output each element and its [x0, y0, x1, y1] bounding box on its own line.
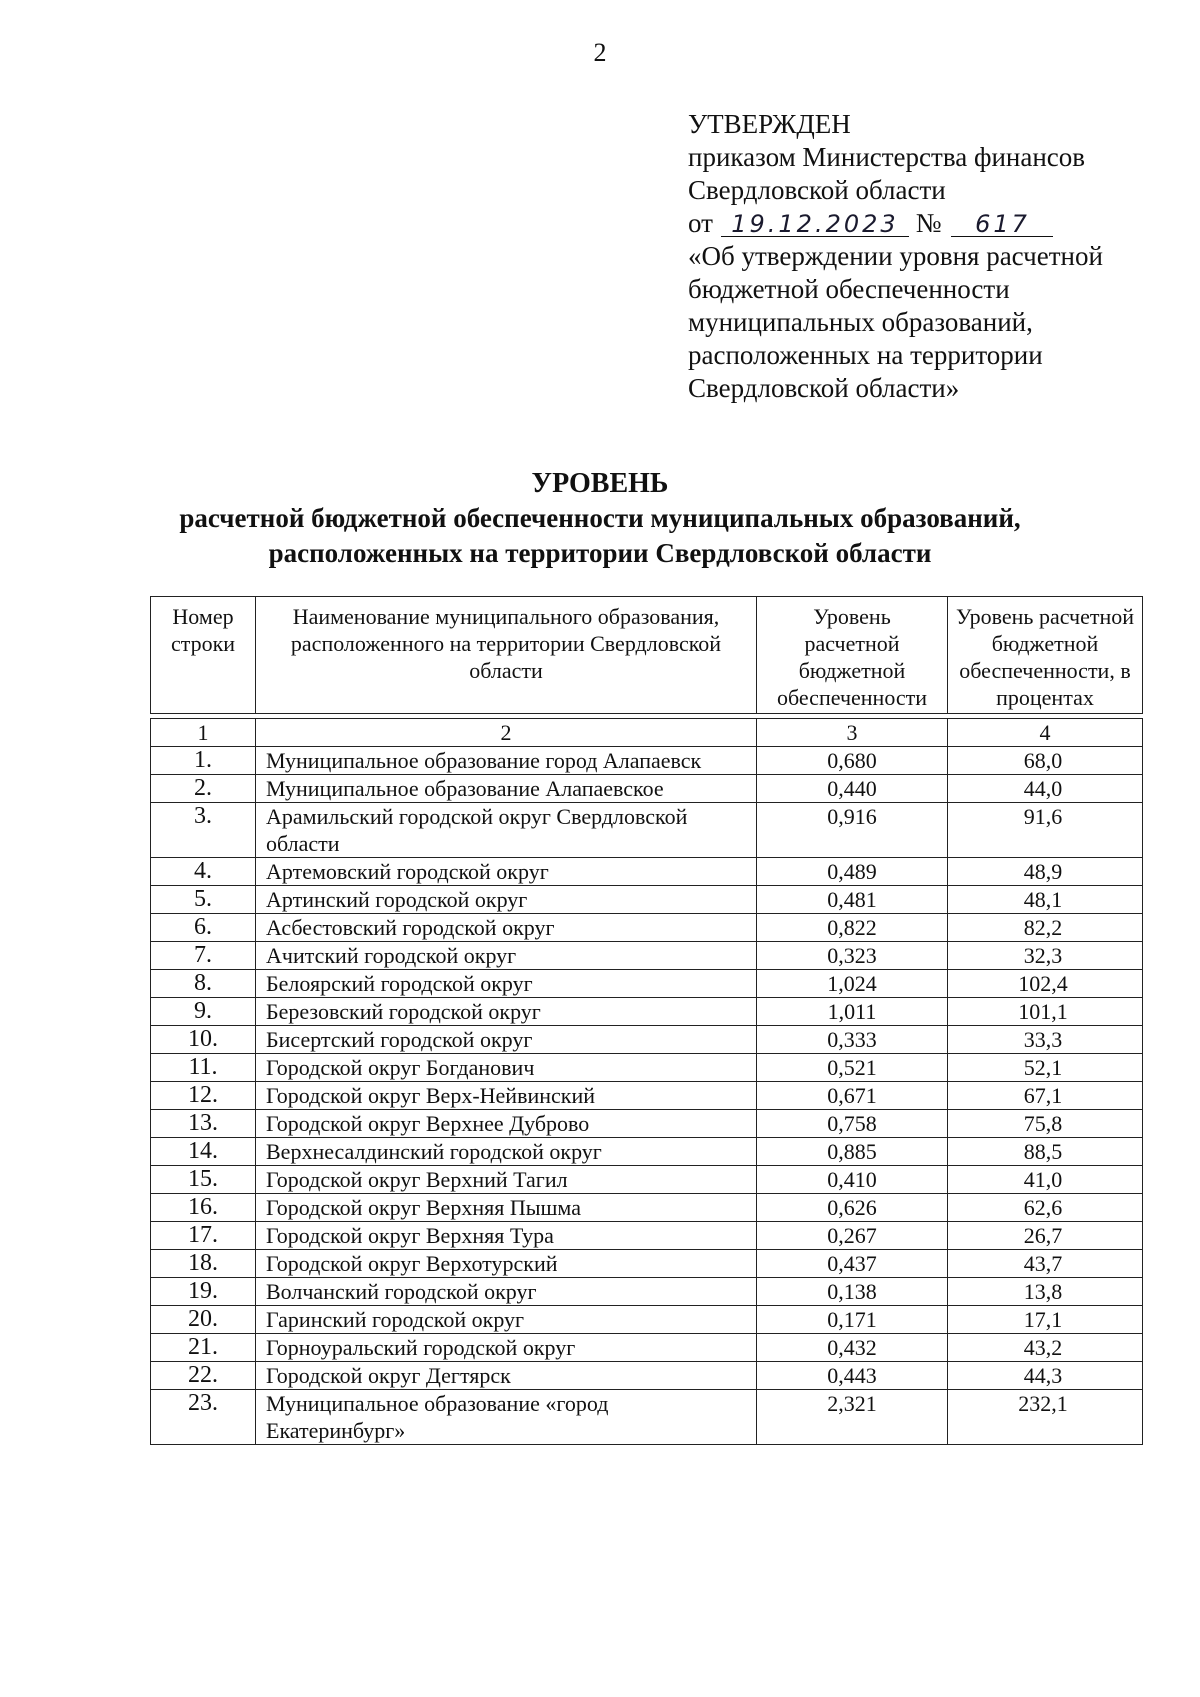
approval-desc-3: муниципальных образований,	[688, 307, 1033, 337]
row-name: Городской округ Богданович	[256, 1054, 757, 1082]
document-heading	[0, 466, 1200, 571]
table-row	[151, 1054, 1143, 1082]
table-row	[151, 1390, 1143, 1445]
row-name: Городской округ Верх-Нейвинский	[256, 1082, 757, 1110]
table-row	[151, 1278, 1143, 1306]
table-row	[151, 803, 1143, 858]
row-number: 14.	[151, 1138, 256, 1166]
table-row	[151, 1138, 1143, 1166]
row-percent: 43,7	[948, 1250, 1143, 1278]
header-name: Наименование муниципального образования, расположенного на территории Свердловской области	[256, 597, 757, 714]
row-number: 21.	[151, 1334, 256, 1362]
row-level: 0,671	[757, 1082, 948, 1110]
row-level: 0,410	[757, 1166, 948, 1194]
header-num: Номер строки	[151, 597, 256, 714]
row-number: 1.	[151, 747, 256, 775]
row-percent: 68,0	[948, 747, 1143, 775]
handwritten-date: 19.12.2023	[721, 212, 909, 237]
row-percent: 17,1	[948, 1306, 1143, 1334]
table-row	[151, 998, 1143, 1026]
row-percent: 48,1	[948, 886, 1143, 914]
column-index: 3	[757, 719, 948, 747]
row-number: 2.	[151, 775, 256, 803]
row-name: Ачитский городской округ	[256, 942, 757, 970]
row-number: 15.	[151, 1166, 256, 1194]
row-percent: 102,4	[948, 970, 1143, 998]
row-name: Муниципальное образование Алапаевское	[256, 775, 757, 803]
approval-line-2: Свердловской области	[688, 175, 946, 205]
row-name: Муниципальное образование город Алапаевск	[256, 747, 757, 775]
heading-line-2: расположенных на территории Свердловской области	[268, 538, 932, 568]
row-percent: 82,2	[948, 914, 1143, 942]
table-row	[151, 747, 1143, 775]
column-index: 4	[948, 719, 1143, 747]
page-number: 2	[593, 38, 607, 67]
date-prefix: от	[688, 208, 713, 238]
row-level: 0,481	[757, 886, 948, 914]
row-percent: 13,8	[948, 1278, 1143, 1306]
table-row	[151, 1306, 1143, 1334]
table-row	[151, 1110, 1143, 1138]
table-row	[151, 886, 1143, 914]
row-percent: 91,6	[948, 803, 1143, 858]
row-percent: 26,7	[948, 1222, 1143, 1250]
table-row	[151, 1362, 1143, 1390]
approval-desc-5: Свердловской области»	[688, 373, 960, 403]
approval-desc-4: расположенных на территории	[688, 340, 1043, 370]
row-level: 0,626	[757, 1194, 948, 1222]
row-number: 18.	[151, 1250, 256, 1278]
row-level: 2,321	[757, 1390, 948, 1445]
row-percent: 44,0	[948, 775, 1143, 803]
column-index: 2	[256, 719, 757, 747]
number-prefix: №	[915, 208, 942, 238]
row-percent: 32,3	[948, 942, 1143, 970]
table-row	[151, 1166, 1143, 1194]
table-row	[151, 1222, 1143, 1250]
header-percent: Уровень расчетной бюджетной обеспеченности, в процентах	[948, 597, 1143, 714]
table-row	[151, 942, 1143, 970]
row-level: 0,916	[757, 803, 948, 858]
approval-title: УТВЕРЖДЕН	[688, 109, 851, 139]
row-number: 9.	[151, 998, 256, 1026]
approval-date-line	[688, 207, 1158, 240]
row-name: Арамильский городской округ Свердловской области	[256, 803, 757, 858]
row-number: 23.	[151, 1390, 256, 1445]
table-row	[151, 775, 1143, 803]
table-row	[151, 1334, 1143, 1362]
row-name: Артемовский городской округ	[256, 858, 757, 886]
table-row	[151, 1082, 1143, 1110]
row-level: 0,432	[757, 1334, 948, 1362]
row-percent: 62,6	[948, 1194, 1143, 1222]
row-number: 11.	[151, 1054, 256, 1082]
row-percent: 33,3	[948, 1026, 1143, 1054]
row-number: 22.	[151, 1362, 256, 1390]
row-name: Бисертский городской округ	[256, 1026, 757, 1054]
table-row	[151, 1026, 1143, 1054]
row-number: 16.	[151, 1194, 256, 1222]
column-index: 1	[151, 719, 256, 747]
row-name: Муниципальное образование «город Екатеринбург»	[256, 1390, 757, 1445]
row-name: Горноуральский городской округ	[256, 1334, 757, 1362]
row-number: 3.	[151, 803, 256, 858]
heading-line-1: расчетной бюджетной обеспеченности муниципальных образований,	[179, 503, 1021, 533]
row-level: 0,138	[757, 1278, 948, 1306]
row-level: 0,443	[757, 1362, 948, 1390]
heading-title: УРОВЕНЬ	[531, 468, 669, 499]
row-number: 17.	[151, 1222, 256, 1250]
table-header-row	[151, 597, 1143, 714]
table-row	[151, 1250, 1143, 1278]
table-row	[151, 914, 1143, 942]
row-percent: 41,0	[948, 1166, 1143, 1194]
row-level: 0,267	[757, 1222, 948, 1250]
row-percent: 101,1	[948, 998, 1143, 1026]
row-number: 7.	[151, 942, 256, 970]
row-level: 0,171	[757, 1306, 948, 1334]
row-name: Городской округ Верхнее Дуброво	[256, 1110, 757, 1138]
table-row	[151, 970, 1143, 998]
row-number: 6.	[151, 914, 256, 942]
row-level: 1,011	[757, 998, 948, 1026]
table-row	[151, 1194, 1143, 1222]
row-number: 8.	[151, 970, 256, 998]
approval-desc-2: бюджетной обеспеченности	[688, 274, 1010, 304]
row-number: 4.	[151, 858, 256, 886]
row-percent: 48,9	[948, 858, 1143, 886]
row-number: 10.	[151, 1026, 256, 1054]
row-name: Городской округ Верхняя Пышма	[256, 1194, 757, 1222]
row-name: Волчанский городской округ	[256, 1278, 757, 1306]
row-name: Городской округ Верхотурский	[256, 1250, 757, 1278]
approval-desc-1: «Об утверждении уровня расчетной	[688, 241, 1103, 271]
row-name: Городской округ Верхний Тагил	[256, 1166, 757, 1194]
row-percent: 75,8	[948, 1110, 1143, 1138]
row-name: Березовский городской округ	[256, 998, 757, 1026]
row-name: Городской округ Дегтярск	[256, 1362, 757, 1390]
row-name: Асбестовский городской округ	[256, 914, 757, 942]
levels-table	[150, 596, 1143, 1445]
row-percent: 44,3	[948, 1362, 1143, 1390]
column-index-row	[151, 719, 1143, 747]
row-percent: 43,2	[948, 1334, 1143, 1362]
approval-block	[688, 108, 1158, 405]
row-percent: 88,5	[948, 1138, 1143, 1166]
row-name: Артинский городской округ	[256, 886, 757, 914]
row-number: 19.	[151, 1278, 256, 1306]
row-level: 0,521	[757, 1054, 948, 1082]
table-row	[151, 858, 1143, 886]
handwritten-number: 617	[951, 212, 1053, 237]
row-level: 0,758	[757, 1110, 948, 1138]
row-percent: 232,1	[948, 1390, 1143, 1445]
row-level: 0,489	[757, 858, 948, 886]
row-level: 0,680	[757, 747, 948, 775]
row-name: Верхнесалдинский городской округ	[256, 1138, 757, 1166]
row-name: Гаринский городской округ	[256, 1306, 757, 1334]
row-percent: 52,1	[948, 1054, 1143, 1082]
row-number: 20.	[151, 1306, 256, 1334]
header-level: Уровень расчетной бюджетной обеспеченности	[757, 597, 948, 714]
row-level: 0,440	[757, 775, 948, 803]
row-level: 0,437	[757, 1250, 948, 1278]
table-body	[151, 714, 1143, 1445]
row-level: 0,333	[757, 1026, 948, 1054]
row-name: Городской округ Верхняя Тура	[256, 1222, 757, 1250]
row-number: 13.	[151, 1110, 256, 1138]
row-level: 0,323	[757, 942, 948, 970]
row-number: 5.	[151, 886, 256, 914]
row-level: 0,822	[757, 914, 948, 942]
row-level: 0,885	[757, 1138, 948, 1166]
row-level: 1,024	[757, 970, 948, 998]
row-number: 12.	[151, 1082, 256, 1110]
approval-line-1: приказом Министерства финансов	[688, 142, 1086, 172]
row-name: Белоярский городской округ	[256, 970, 757, 998]
row-percent: 67,1	[948, 1082, 1143, 1110]
